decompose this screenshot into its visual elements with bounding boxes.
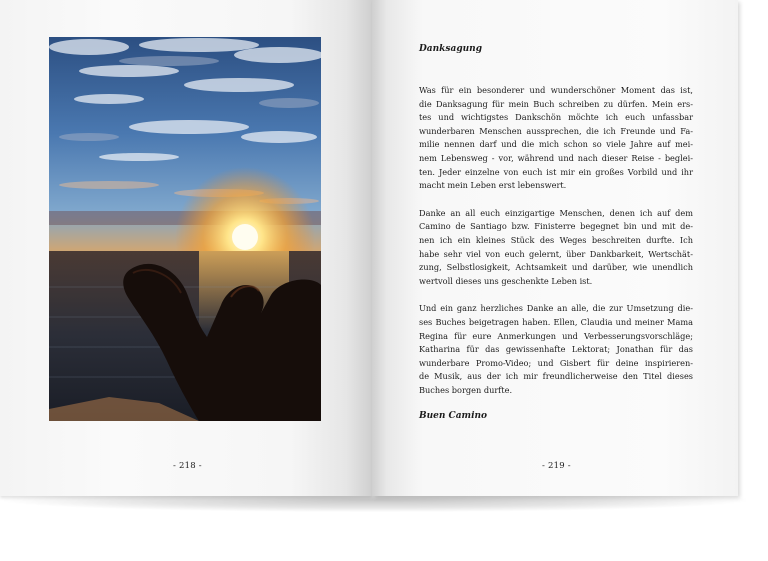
text-line: tes und wichtigstes Dankschön möchte ich euch unfassbar [419,112,693,123]
section-title: Danksagung [419,44,482,54]
text-line: ses Buches beigetragen haben. Ellen, Claudia und meiner Mama [419,316,693,327]
text-line: die Danksagung für mein Buch schreiben zu dürfen. Mein ers- [419,98,693,109]
text-line: wunderbare Promo-Video; und Gisbert für deine inspirieren- [419,357,693,368]
text-line: wertvoll dieses uns geschenkte Leben ist. [419,275,593,286]
text-line: habe sehr viel von euch gelernt, über Dankbarkeit, Wertschät- [419,248,693,259]
right-page [372,0,738,496]
text-line: macht mein Leben erst lebenswert. [419,180,567,191]
text-line: Katharina für das gewissenhafte Lektorat; Jonathan für das [419,344,693,355]
text-line: zung, Selbstlosigkeit, Achtsamkeit und darüber, wie unendlich [419,262,693,273]
text-line: ten. Jeder einzelne von euch ist mir ein großes Vorbild und ihr [419,166,693,177]
text-line: Was für ein besonderer und wunderschöner Moment das ist, [419,85,693,95]
left-page [0,0,372,496]
text-line: Camino de Santiago bzw. Finisterre begegnet bin und mit de- [419,221,693,232]
page-number-right: - 219 - [542,461,571,471]
text-line: milie nennen darf und die mich schon so viele Jahre auf mei- [419,139,693,150]
sunset-photo [49,37,321,421]
text-line: nem Lebensweg - vor, während und nach dieser Reise - beglei- [419,152,693,163]
text-line: de Musik, aus der ich mir freundlicherweise den Titel dieses [419,371,693,382]
text-line: Und ein ganz herzliches Danke an alle, die zur Umsetzung die- [419,303,693,314]
paragraph-3 [419,302,693,397]
paragraph-2 [419,207,693,289]
text-line: Buches borgen durfte. [419,384,513,395]
paragraph-1 [419,84,693,193]
closing-phrase: Buen Camino [419,411,488,422]
page-number-left: - 218 - [173,461,202,471]
text-line: Danke an all euch einzigartige Menschen, denen ich auf dem [419,207,693,218]
acknowledgements-text [419,44,693,421]
text-line: Regina für eure Anmerkungen und Verbesserungsvorschläge; [419,330,693,341]
text-line: wunderbaren Menschen aussprechen, die ich Freunde und Fa- [419,125,693,136]
text-line: nen ich ein kleines Stück des Weges beschreiten durfte. Ich [419,234,693,245]
